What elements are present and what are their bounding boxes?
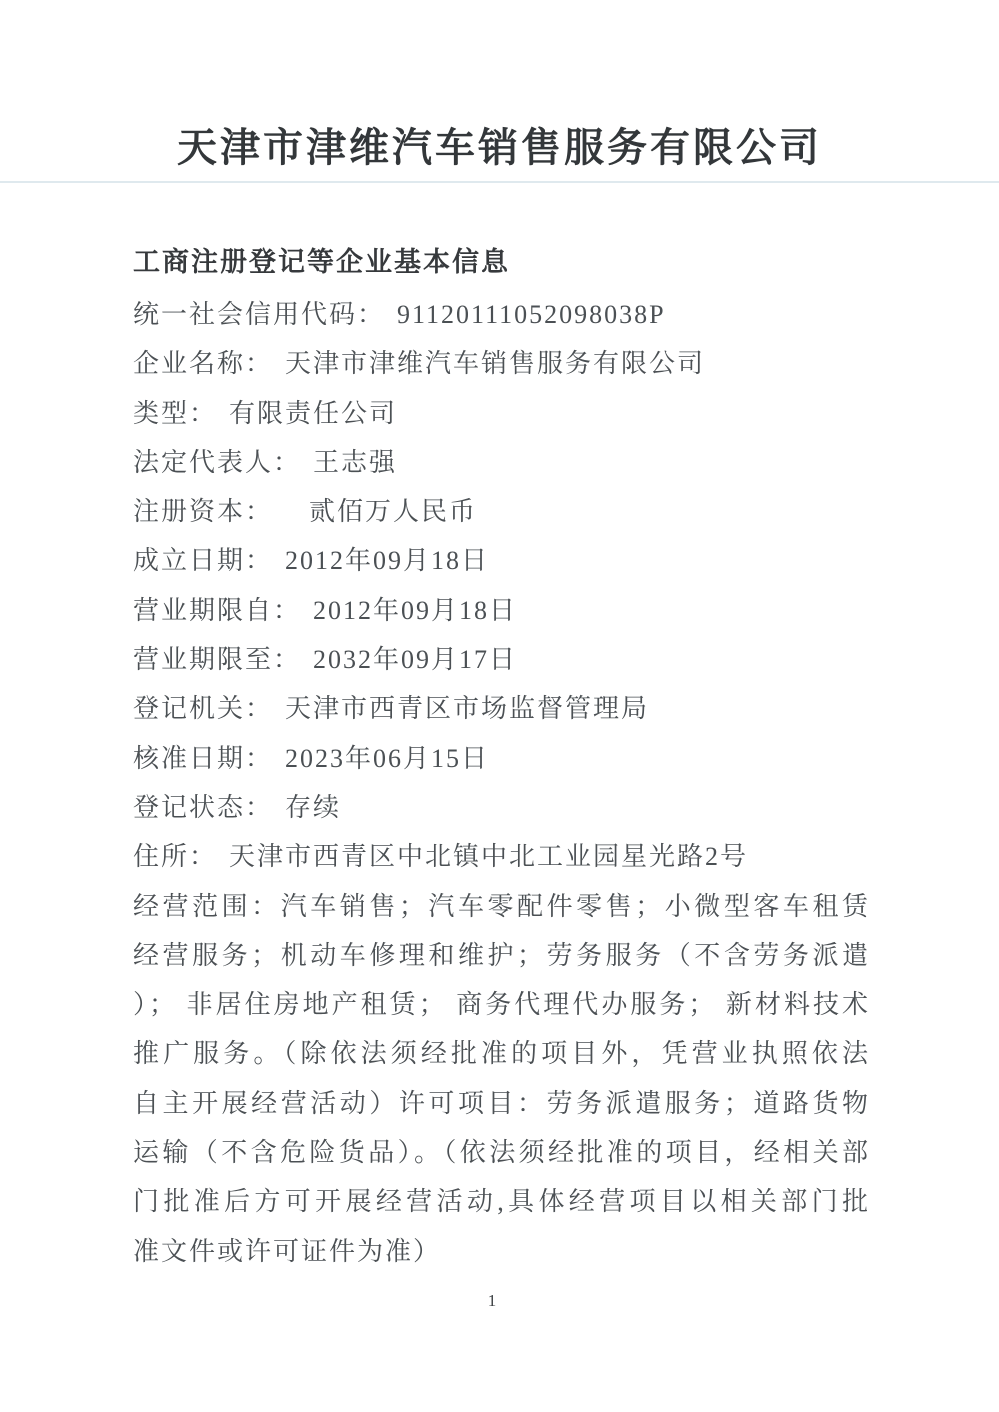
field-establishment-date bbox=[133, 536, 870, 585]
field-value: 2012年09月18日 bbox=[285, 546, 490, 576]
business-scope-line: 运输（不含危险货品）。（依法须经批准的项目，经相关部 bbox=[133, 1138, 870, 1168]
page-number: 1 bbox=[487, 1291, 498, 1310]
field-label: 登记状态： bbox=[133, 792, 274, 822]
field-value: 贰佰万人民币 bbox=[309, 497, 478, 527]
document-title: 天津市津维汽车销售服务有限公司 bbox=[177, 125, 822, 170]
registration-info bbox=[133, 290, 870, 1276]
field-value: 2012年09月18日 bbox=[313, 595, 518, 625]
business-scope-line: 推广服务。（除依法须经批准的项目外，凭营业执照依法 bbox=[133, 1039, 870, 1069]
field-registration-authority bbox=[133, 684, 870, 733]
field-legal-representative bbox=[133, 438, 870, 487]
field-approval-date bbox=[133, 734, 870, 783]
field-value: 2032年09月17日 bbox=[313, 645, 518, 675]
field-label: 住所： bbox=[133, 842, 218, 872]
field-value: 天津市西青区市场监督管理局 bbox=[285, 694, 650, 724]
field-company-type bbox=[133, 389, 870, 438]
field-label: 类型： bbox=[133, 398, 218, 428]
field-registration-status bbox=[133, 783, 870, 832]
field-company-name bbox=[133, 339, 870, 388]
business-scope-line: 经营范围：汽车销售；汽车零配件零售；小微型客车租赁 bbox=[133, 891, 870, 921]
field-business-term-from bbox=[133, 586, 870, 635]
field-label: 核准日期： bbox=[133, 743, 274, 773]
business-scope-line: 门批准后方可开展经营活动,具体经营项目以相关部门批 bbox=[133, 1187, 870, 1217]
field-label: 法定代表人： bbox=[133, 447, 302, 477]
field-label: 统一社会信用代码： bbox=[133, 300, 386, 329]
field-label: 登记机关： bbox=[133, 694, 274, 724]
field-value: 天津市西青区中北镇中北工业园星光路2号 bbox=[229, 842, 749, 872]
field-label: 营业期限至： bbox=[133, 645, 302, 675]
field-address bbox=[133, 832, 870, 881]
field-value: 91120111052098038P bbox=[397, 300, 666, 329]
field-label: 企业名称： bbox=[133, 349, 274, 379]
field-value: 2023年06月15日 bbox=[285, 743, 490, 773]
field-registered-capital bbox=[133, 487, 870, 536]
business-scope-line: ）； 非居住房地产租赁； 商务代理代办服务； 新材料技术 bbox=[133, 990, 870, 1020]
business-scope-line: 经营服务；机动车修理和维护；劳务服务（不含劳务派遣 bbox=[133, 940, 870, 970]
field-business-term-to bbox=[133, 635, 870, 684]
section-heading: 工商注册登记等企业基本信息 bbox=[133, 247, 510, 277]
field-value: 存续 bbox=[285, 792, 342, 822]
field-label: 营业期限自： bbox=[133, 595, 302, 625]
business-scope-line: 自主开展经营活动）许可项目：劳务派遣服务；道路货物 bbox=[133, 1088, 870, 1118]
field-value: 王志强 bbox=[313, 447, 398, 477]
business-scope-line: 准文件或许可证件为准） bbox=[133, 1236, 442, 1266]
field-value: 有限责任公司 bbox=[229, 398, 398, 428]
title-divider-line bbox=[0, 181, 999, 183]
field-label: 注册资本： bbox=[133, 497, 274, 527]
field-label: 成立日期： bbox=[133, 546, 274, 576]
field-credit-code bbox=[133, 290, 870, 339]
field-value: 天津市津维汽车销售服务有限公司 bbox=[285, 349, 706, 379]
